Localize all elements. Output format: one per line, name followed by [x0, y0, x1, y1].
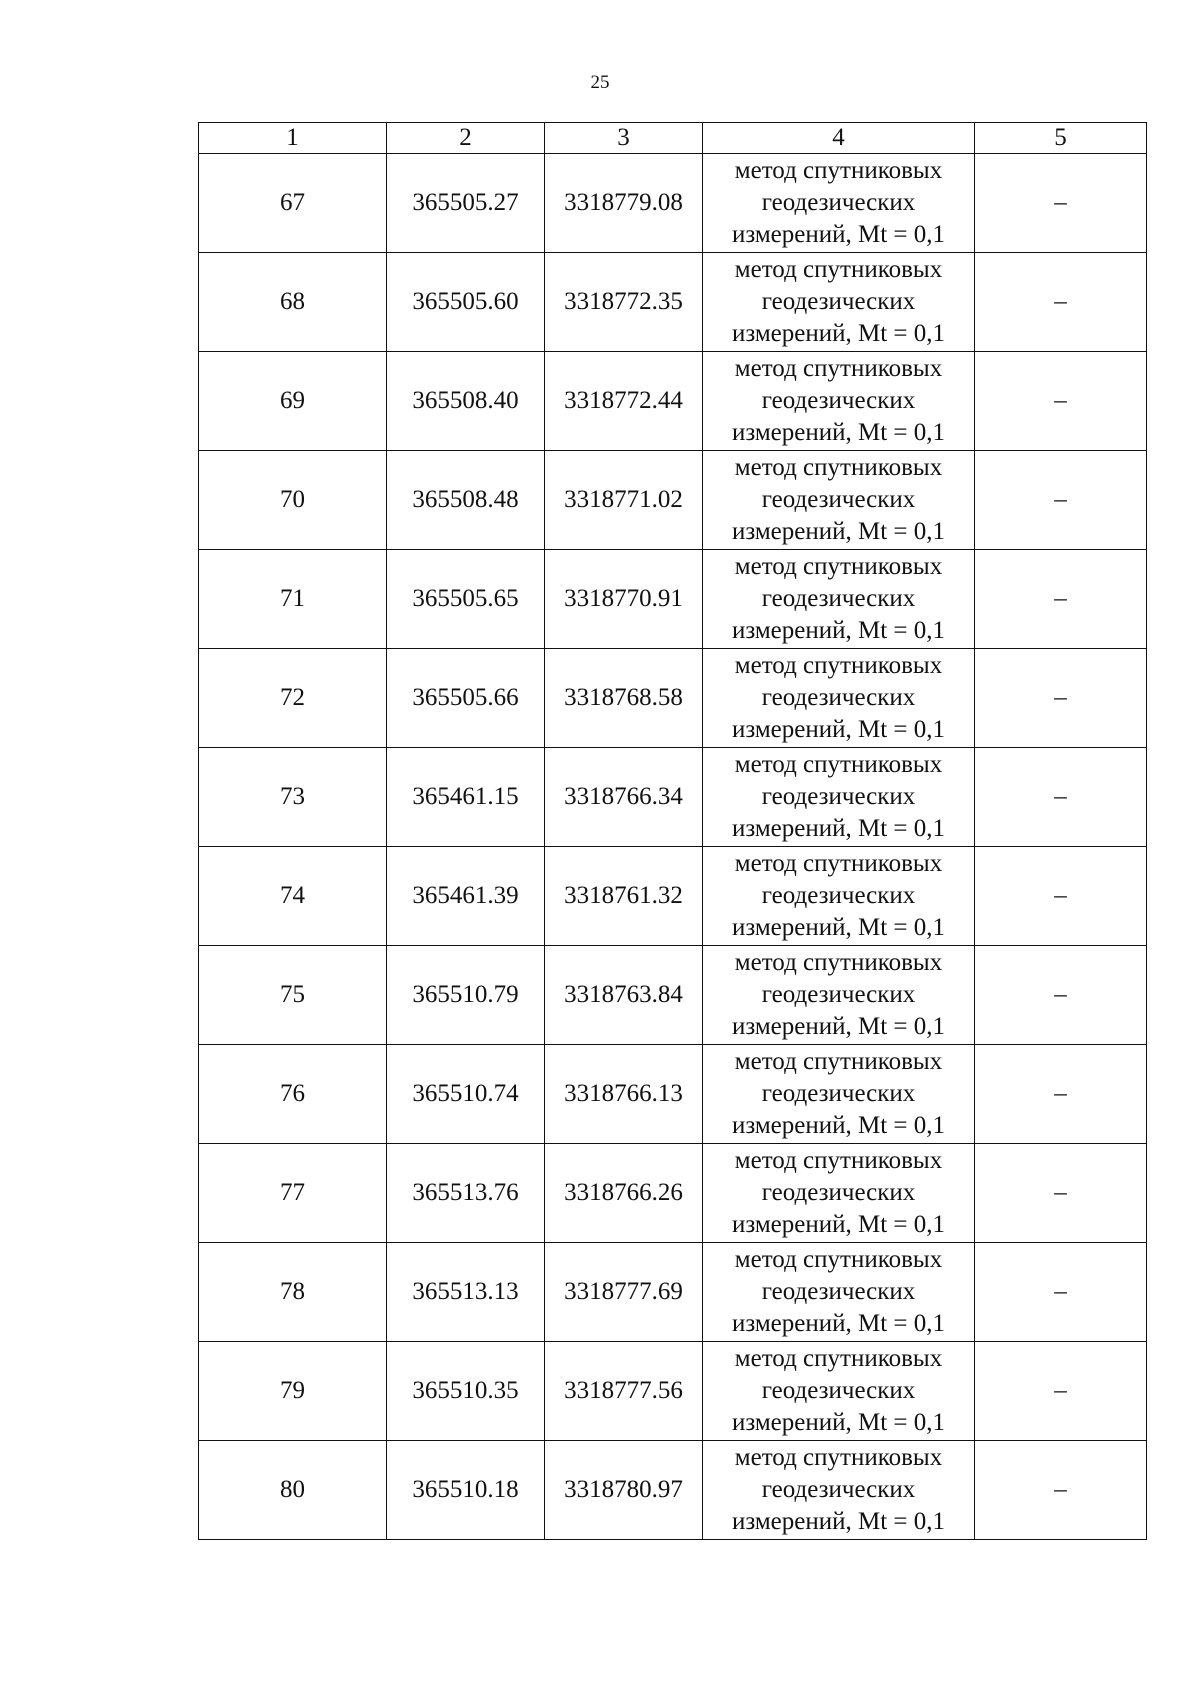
table-row — [199, 1243, 1147, 1342]
y-coordinate-cell: 3318777.56 — [545, 1342, 703, 1441]
point-number-cell: 68 — [199, 253, 387, 352]
x-coordinate-cell: 365508.40 — [387, 352, 545, 451]
method-line: геодезических — [761, 684, 916, 711]
point-number-cell: 80 — [199, 1441, 387, 1540]
method-line: геодезических — [761, 882, 916, 909]
method-cell — [703, 748, 975, 847]
method-line: измерений, Mt = 0,1 — [731, 1211, 946, 1238]
method-line: измерений, Mt = 0,1 — [731, 1310, 946, 1337]
x-coordinate-cell: 365510.79 — [387, 946, 545, 1045]
method-line: геодезических — [761, 288, 916, 315]
method-cell — [703, 1441, 975, 1540]
method-line: измерений, Mt = 0,1 — [731, 617, 946, 644]
table-row — [199, 253, 1147, 352]
note-cell: – — [975, 1243, 1147, 1342]
method-line: метод спутниковых — [734, 949, 943, 976]
y-coordinate-cell: 3318772.44 — [545, 352, 703, 451]
point-number-cell: 78 — [199, 1243, 387, 1342]
table-row — [199, 451, 1147, 550]
method-line: измерений, Mt = 0,1 — [731, 815, 946, 842]
method-line: метод спутниковых — [734, 850, 943, 877]
column-header-2: 2 — [387, 123, 545, 154]
table-row — [199, 1144, 1147, 1243]
method-cell — [703, 1144, 975, 1243]
x-coordinate-cell: 365505.60 — [387, 253, 545, 352]
x-coordinate-cell: 365505.65 — [387, 550, 545, 649]
note-cell: – — [975, 550, 1147, 649]
point-number-cell: 67 — [199, 154, 387, 253]
header-row — [199, 123, 1147, 154]
method-line: измерений, Mt = 0,1 — [731, 1409, 946, 1436]
method-cell — [703, 451, 975, 550]
method-line: измерений, Mt = 0,1 — [731, 419, 946, 446]
note-cell: – — [975, 1144, 1147, 1243]
x-coordinate-cell: 365510.74 — [387, 1045, 545, 1144]
y-coordinate-cell: 3318770.91 — [545, 550, 703, 649]
method-line: метод спутниковых — [734, 1444, 943, 1471]
method-line: геодезических — [761, 1476, 916, 1503]
x-coordinate-cell: 365461.15 — [387, 748, 545, 847]
y-coordinate-cell: 3318761.32 — [545, 847, 703, 946]
method-line: геодезических — [761, 1278, 916, 1305]
y-coordinate-cell: 3318766.13 — [545, 1045, 703, 1144]
table-row — [199, 550, 1147, 649]
table-row — [199, 946, 1147, 1045]
method-line: метод спутниковых — [734, 454, 943, 481]
coordinates-table — [198, 122, 1147, 1540]
y-coordinate-cell: 3318772.35 — [545, 253, 703, 352]
method-line: геодезических — [761, 585, 916, 612]
method-line: геодезических — [761, 189, 916, 216]
x-coordinate-cell: 365508.48 — [387, 451, 545, 550]
table-row — [199, 1342, 1147, 1441]
x-coordinate-cell: 365513.76 — [387, 1144, 545, 1243]
column-header-1: 1 — [199, 123, 387, 154]
note-cell: – — [975, 1342, 1147, 1441]
method-line: измерений, Mt = 0,1 — [731, 1508, 946, 1535]
point-number-cell: 74 — [199, 847, 387, 946]
method-line: метод спутниковых — [734, 1147, 943, 1174]
y-coordinate-cell: 3318780.97 — [545, 1441, 703, 1540]
method-line: метод спутниковых — [734, 157, 943, 184]
point-number-cell: 75 — [199, 946, 387, 1045]
y-coordinate-cell: 3318777.69 — [545, 1243, 703, 1342]
method-line: метод спутниковых — [734, 553, 943, 580]
method-line: геодезических — [761, 1179, 916, 1206]
note-cell: – — [975, 1045, 1147, 1144]
table-row — [199, 352, 1147, 451]
method-line: геодезических — [761, 783, 916, 810]
table-row — [199, 649, 1147, 748]
x-coordinate-cell: 365510.18 — [387, 1441, 545, 1540]
method-cell — [703, 352, 975, 451]
note-cell: – — [975, 253, 1147, 352]
method-line: измерений, Mt = 0,1 — [731, 320, 946, 347]
method-cell — [703, 1342, 975, 1441]
method-line: метод спутниковых — [734, 1246, 943, 1273]
method-cell — [703, 946, 975, 1045]
method-cell — [703, 550, 975, 649]
point-number-cell: 73 — [199, 748, 387, 847]
table-row — [199, 1441, 1147, 1540]
note-cell: – — [975, 451, 1147, 550]
method-line: геодезических — [761, 1377, 916, 1404]
x-coordinate-cell: 365513.13 — [387, 1243, 545, 1342]
method-line: измерений, Mt = 0,1 — [731, 914, 946, 941]
method-line: измерений, Mt = 0,1 — [731, 1013, 946, 1040]
method-line: геодезических — [761, 1080, 916, 1107]
method-cell — [703, 847, 975, 946]
column-header-4: 4 — [703, 123, 975, 154]
page-number: 25 — [590, 72, 610, 93]
x-coordinate-cell: 365505.66 — [387, 649, 545, 748]
point-number-cell: 72 — [199, 649, 387, 748]
point-number-cell: 71 — [199, 550, 387, 649]
y-coordinate-cell: 3318779.08 — [545, 154, 703, 253]
x-coordinate-cell: 365461.39 — [387, 847, 545, 946]
method-cell — [703, 253, 975, 352]
point-number-cell: 69 — [199, 352, 387, 451]
y-coordinate-cell: 3318766.34 — [545, 748, 703, 847]
method-line: измерений, Mt = 0,1 — [731, 518, 946, 545]
table-body — [199, 154, 1147, 1540]
x-coordinate-cell: 365505.27 — [387, 154, 545, 253]
point-number-cell: 79 — [199, 1342, 387, 1441]
point-number-cell: 76 — [199, 1045, 387, 1144]
note-cell: – — [975, 748, 1147, 847]
method-cell — [703, 1045, 975, 1144]
point-number-cell: 70 — [199, 451, 387, 550]
table-row — [199, 1045, 1147, 1144]
method-line: измерений, Mt = 0,1 — [731, 1112, 946, 1139]
table-row — [199, 847, 1147, 946]
x-coordinate-cell: 365510.35 — [387, 1342, 545, 1441]
method-line: метод спутниковых — [734, 1048, 943, 1075]
method-line: геодезических — [761, 981, 916, 1008]
method-line: измерений, Mt = 0,1 — [731, 221, 946, 248]
method-line: метод спутниковых — [734, 652, 943, 679]
method-line: метод спутниковых — [734, 1345, 943, 1372]
method-line: метод спутниковых — [734, 751, 943, 778]
table-row — [199, 748, 1147, 847]
note-cell: – — [975, 1441, 1147, 1540]
note-cell: – — [975, 154, 1147, 253]
column-header-5: 5 — [975, 123, 1147, 154]
note-cell: – — [975, 946, 1147, 1045]
note-cell: – — [975, 352, 1147, 451]
method-line: метод спутниковых — [734, 256, 943, 283]
note-cell: – — [975, 649, 1147, 748]
y-coordinate-cell: 3318768.58 — [545, 649, 703, 748]
method-line: метод спутниковых — [734, 355, 943, 382]
note-cell: – — [975, 847, 1147, 946]
method-line: геодезических — [761, 486, 916, 513]
point-number-cell: 77 — [199, 1144, 387, 1243]
column-header-3: 3 — [545, 123, 703, 154]
table-row — [199, 154, 1147, 253]
y-coordinate-cell: 3318771.02 — [545, 451, 703, 550]
method-cell — [703, 1243, 975, 1342]
method-cell — [703, 649, 975, 748]
method-line: измерений, Mt = 0,1 — [731, 716, 946, 743]
method-cell — [703, 154, 975, 253]
y-coordinate-cell: 3318763.84 — [545, 946, 703, 1045]
method-line: геодезических — [761, 387, 916, 414]
y-coordinate-cell: 3318766.26 — [545, 1144, 703, 1243]
